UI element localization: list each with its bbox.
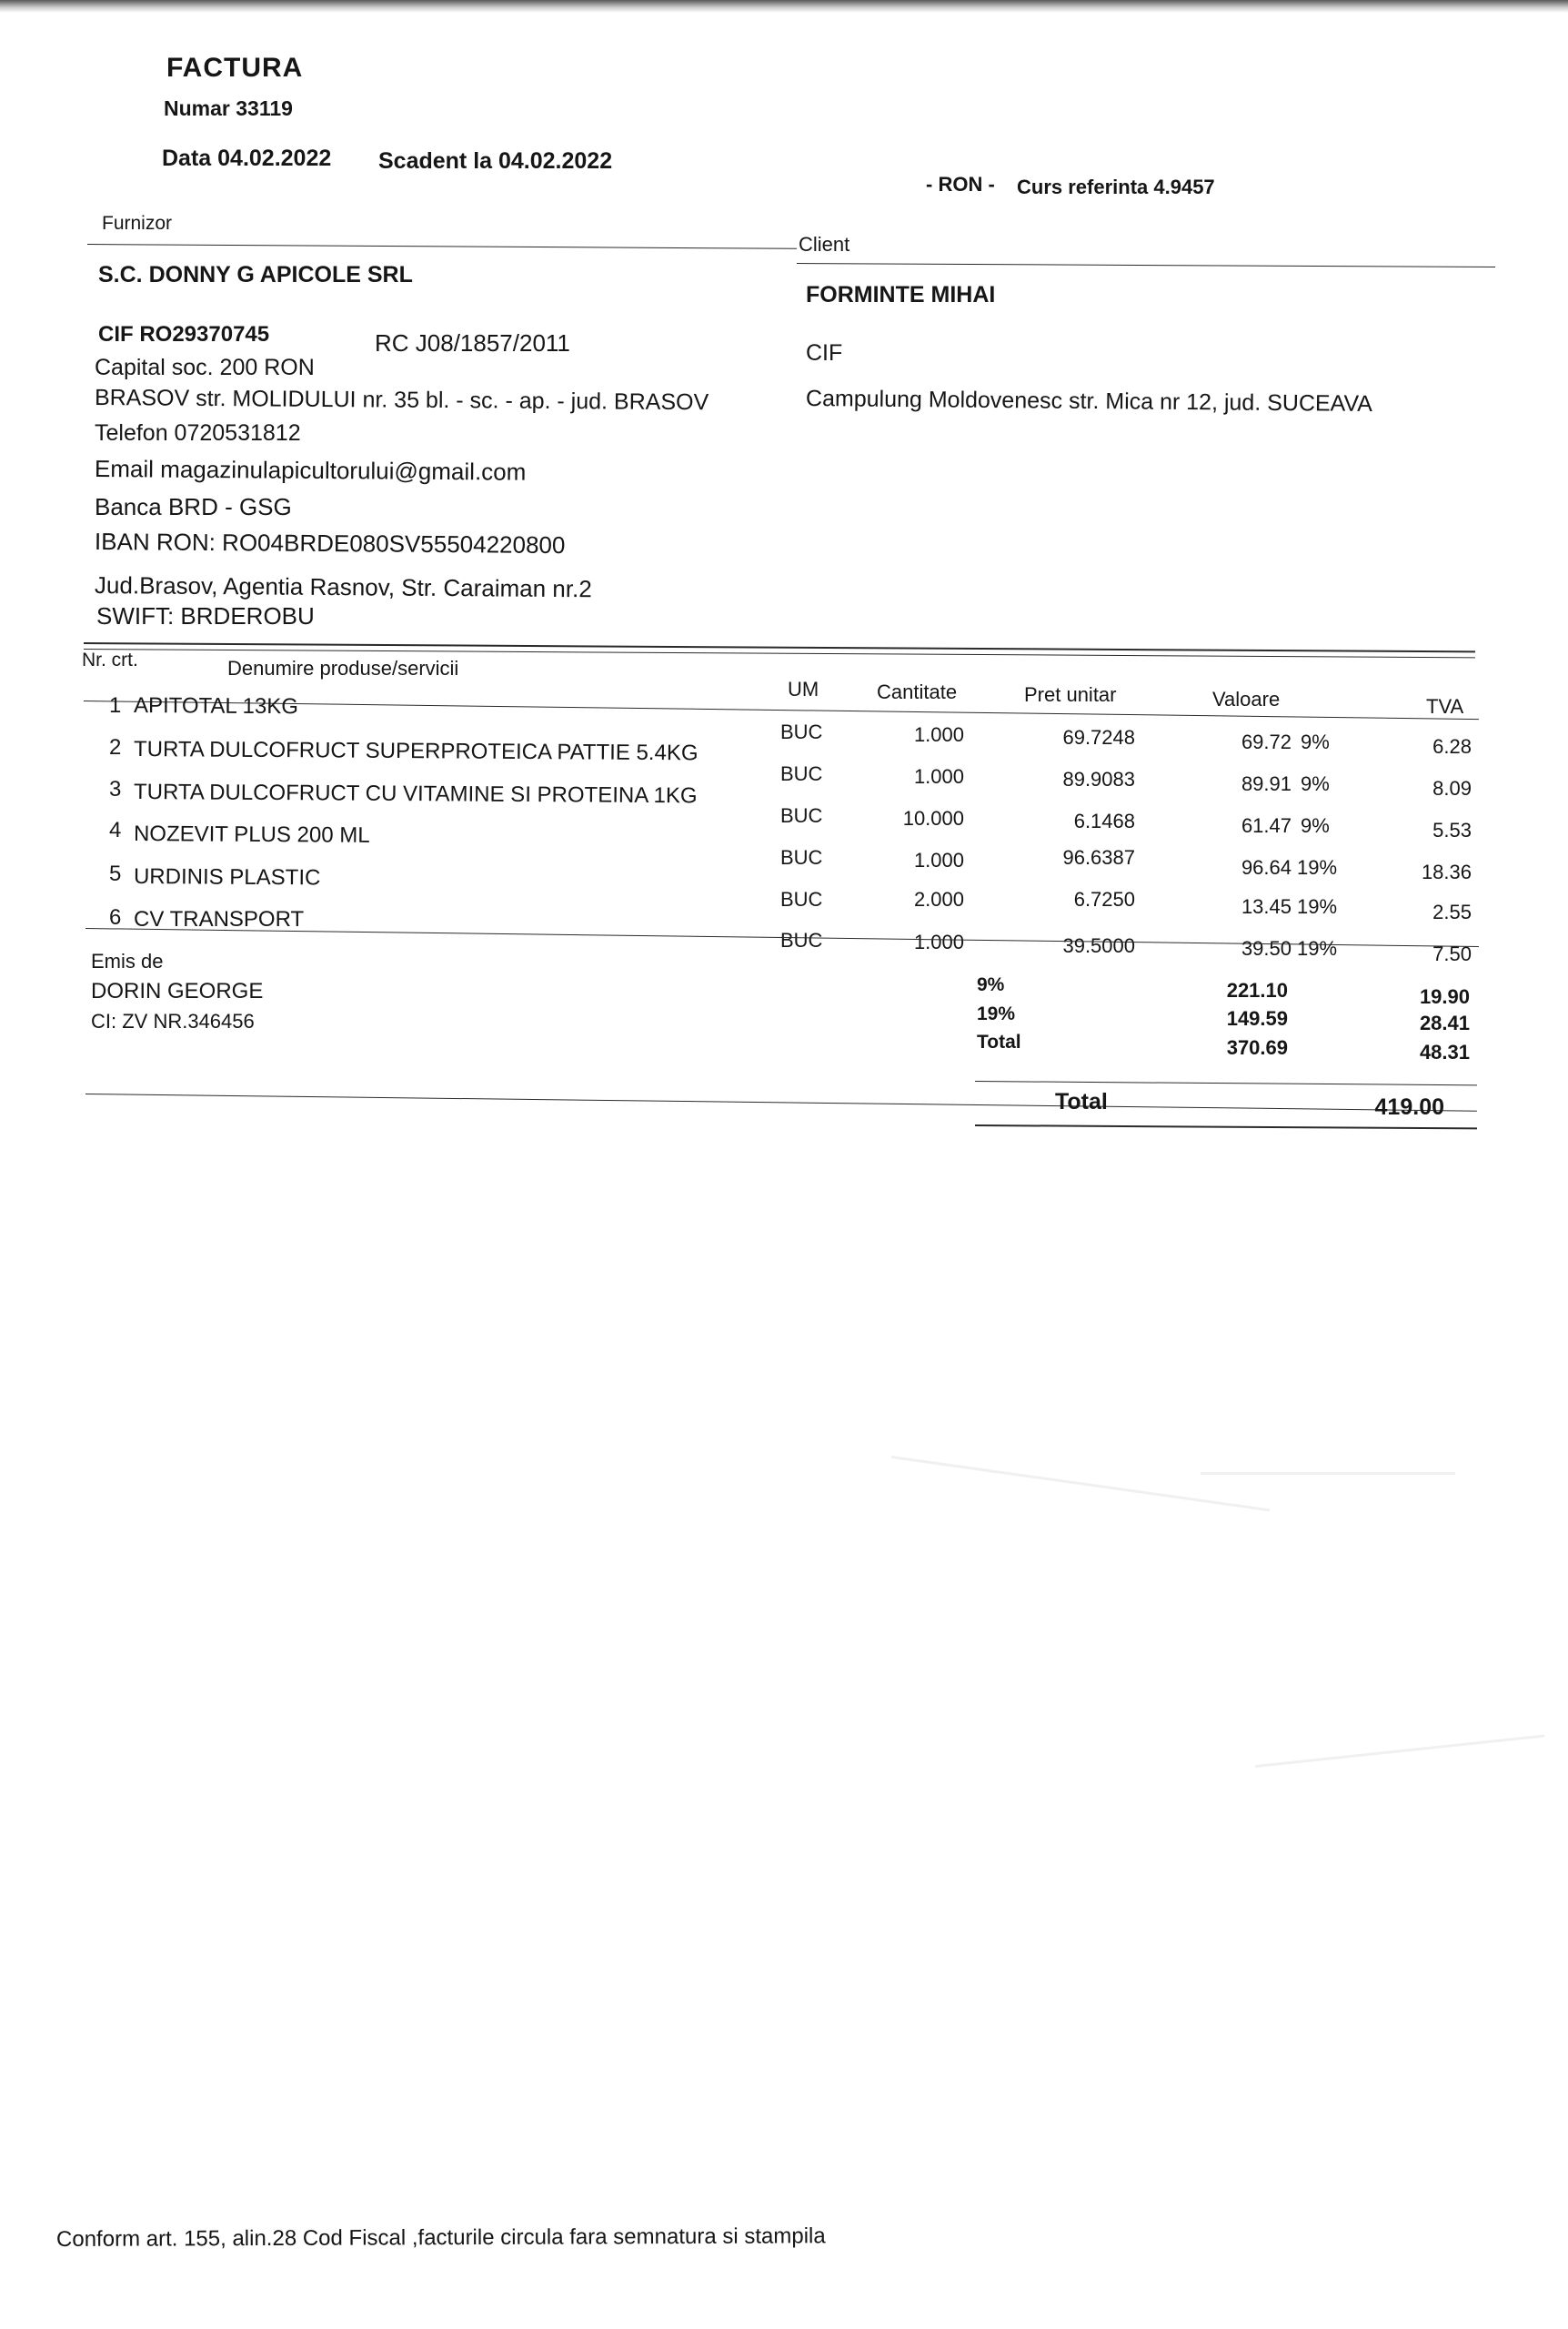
- row-nr: 4: [109, 818, 122, 842]
- row-vat: 6.28: [1432, 735, 1472, 758]
- paper-crease: [891, 1456, 1270, 1511]
- invoice-due-date: Scadent la 04.02.2022: [378, 148, 613, 174]
- row-name: TURTA DULCOFRUCT SUPERPROTEICA PATTIE 5.4KG: [133, 737, 699, 766]
- total-top-line: [975, 1081, 1477, 1085]
- supplier-cif: CIF RO29370745: [98, 322, 270, 347]
- row-name: CV TRANSPORT: [134, 907, 305, 932]
- summary-value: 149.59: [1226, 1007, 1288, 1030]
- supplier-separator: [87, 244, 797, 249]
- paper-crease: [1201, 1472, 1455, 1475]
- row-name: APITOTAL 13KG: [133, 693, 299, 720]
- supplier-name: S.C. DONNY G APICOLE SRL: [98, 262, 413, 287]
- exchange-rate: Curs referinta 4.9457: [1017, 176, 1215, 198]
- header-nr: Nr. crt.: [82, 650, 138, 670]
- row-um: BUC: [780, 762, 823, 785]
- supplier-rc: RC J08/1857/2011: [375, 329, 570, 357]
- issuer-id: CI: ZV NR.346456: [91, 1010, 255, 1033]
- summary-vat: 19.90: [1419, 985, 1470, 1008]
- total-left-line: [85, 1094, 1477, 1112]
- total-bottom-line: [975, 1124, 1477, 1129]
- row-value: 89.91: [1241, 772, 1292, 795]
- legal-footer: Conform art. 155, alin.28 Cod Fiscal ,facturile circula fara semnatura si stampila: [55, 2223, 826, 2252]
- client-label: Client: [799, 233, 850, 256]
- issuer-name: DORIN GEORGE: [91, 979, 264, 1003]
- row-qty: 10.000: [902, 807, 964, 830]
- row-um: BUC: [780, 721, 823, 743]
- row-value: 13.45: [1241, 895, 1292, 918]
- currency: - RON -: [926, 173, 995, 196]
- row-rate: 9%: [1301, 731, 1330, 753]
- row-vat: 7.50: [1432, 943, 1472, 965]
- row-nr: 5: [109, 862, 122, 886]
- row-price: 89.9083: [1062, 768, 1135, 791]
- row-rate: 19%: [1297, 937, 1338, 960]
- summary-label: Total: [977, 1032, 1021, 1053]
- supplier-bank: Banca BRD - GSG: [95, 493, 292, 520]
- invoice-date: Data 04.02.2022: [162, 146, 332, 171]
- row-um: BUC: [780, 929, 823, 952]
- supplier-iban: IBAN RON: RO04BRDE080SV55504220800: [94, 528, 566, 560]
- supplier-address: BRASOV str. MOLIDULUI nr. 35 bl. - sc. - ap. - jud. BRASOV: [94, 385, 709, 416]
- paper-crease: [1255, 1735, 1545, 1768]
- row-vat: 8.09: [1432, 777, 1472, 800]
- client-cif: CIF: [806, 340, 843, 366]
- invoice-title: FACTURA: [166, 53, 304, 83]
- summary-vat: 28.41: [1419, 1012, 1470, 1034]
- supplier-capital: Capital soc. 200 RON: [95, 355, 315, 380]
- row-qty: 1.000: [913, 723, 964, 746]
- client-separator: [797, 263, 1495, 267]
- summary-value: 370.69: [1226, 1036, 1288, 1059]
- summary-value: 221.10: [1226, 979, 1288, 1002]
- header-value: Valoare: [1212, 688, 1281, 711]
- header-price: Pret unitar: [1024, 683, 1117, 706]
- row-name: URDINIS PLASTIC: [133, 864, 321, 891]
- row-nr: 6: [109, 905, 122, 930]
- row-vat: 2.55: [1432, 901, 1472, 923]
- supplier-bank-branch: Jud.Brasov, Agentia Rasnov, Str. Caraiman nr.2: [94, 571, 592, 603]
- row-price: 96.6387: [1062, 846, 1135, 869]
- grand-total-label: Total: [1055, 1089, 1108, 1114]
- table-top-line: [84, 642, 1475, 652]
- row-um: BUC: [780, 804, 823, 827]
- row-um: BUC: [780, 888, 823, 911]
- supplier-swift: SWIFT: BRDEROBU: [96, 602, 315, 630]
- supplier-phone: Telefon 0720531812: [95, 420, 301, 446]
- row-name: TURTA DULCOFRUCT CU VITAMINE SI PROTEINA 1KG: [133, 780, 698, 809]
- row-nr: 1: [109, 693, 122, 718]
- header-um: UM: [788, 678, 819, 701]
- row-qty: 1.000: [913, 931, 964, 953]
- row-name: NOZEVIT PLUS 200 ML: [133, 822, 370, 848]
- client-name: FORMINTE MIHAI: [806, 282, 996, 308]
- summary-label: 9%: [977, 974, 1005, 995]
- header-qty: Cantitate: [877, 681, 958, 703]
- paper-top-edge: [0, 0, 1568, 13]
- row-rate: 9%: [1301, 814, 1330, 837]
- row-nr: 2: [109, 735, 122, 760]
- row-qty: 2.000: [913, 888, 964, 911]
- row-rate: 19%: [1297, 895, 1338, 918]
- row-price: 69.7248: [1062, 726, 1135, 749]
- grand-total-value: 419.00: [1374, 1094, 1444, 1120]
- row-rate: 9%: [1301, 772, 1330, 795]
- row-rate: 19%: [1297, 856, 1338, 879]
- row-value: 69.72: [1241, 731, 1292, 753]
- row-value: 96.64: [1241, 856, 1292, 879]
- client-address: Campulung Moldovenesc str. Mica nr 12, jud. SUCEAVA: [805, 386, 1373, 417]
- header-vat: TVA: [1426, 695, 1464, 718]
- row-value: 39.50: [1241, 937, 1292, 960]
- row-price: 6.7250: [1073, 888, 1135, 911]
- row-qty: 1.000: [913, 765, 964, 788]
- issuer-label: Emis de: [91, 950, 164, 973]
- row-value: 61.47: [1241, 814, 1292, 837]
- row-qty: 1.000: [913, 849, 964, 872]
- row-nr: 3: [109, 777, 122, 802]
- row-price: 6.1468: [1073, 810, 1135, 832]
- row-vat: 18.36: [1421, 861, 1472, 883]
- invoice-number: Numar 33119: [164, 96, 293, 120]
- row-price: 39.5000: [1062, 934, 1135, 957]
- supplier-label: Furnizor: [102, 213, 173, 234]
- row-um: BUC: [780, 846, 823, 869]
- summary-label: 19%: [977, 1003, 1016, 1024]
- supplier-email: Email magazinulapicultorului@gmail.com: [94, 455, 527, 486]
- header-name: Denumire produse/servicii: [227, 657, 459, 680]
- row-vat: 5.53: [1432, 819, 1472, 842]
- summary-vat: 48.31: [1419, 1041, 1470, 1064]
